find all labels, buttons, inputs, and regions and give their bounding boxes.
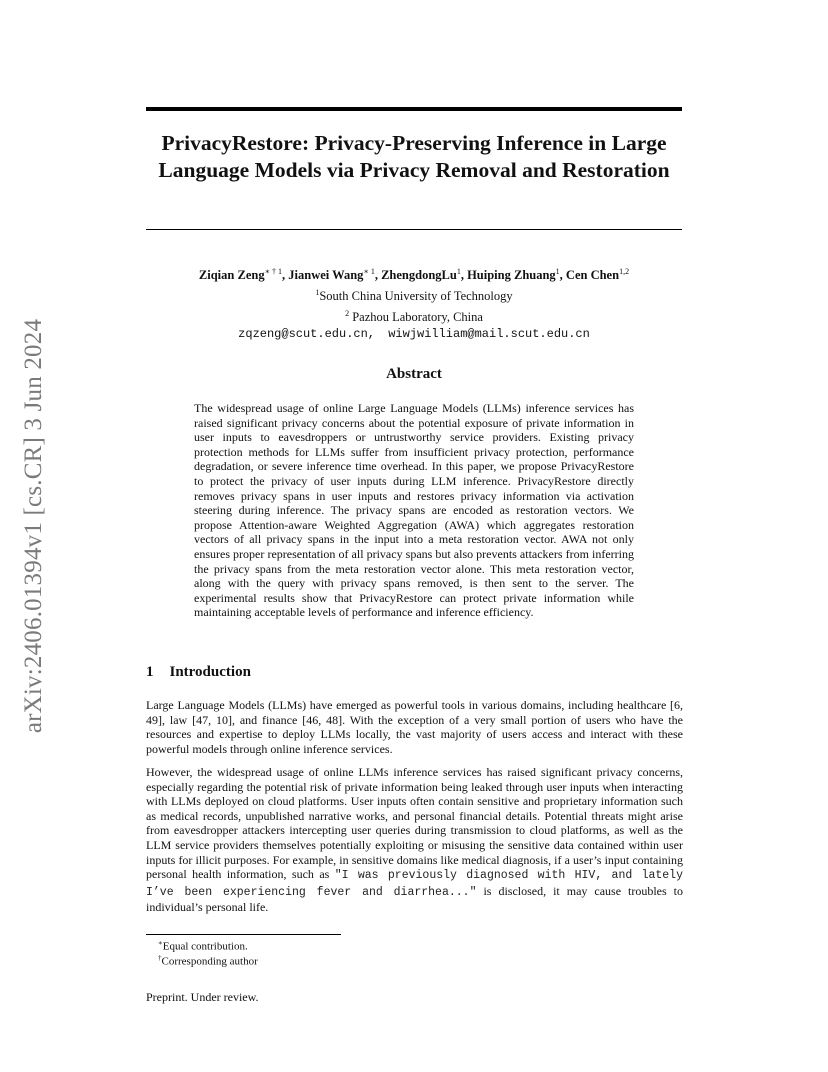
author-name: Huiping Zhuang	[467, 268, 556, 283]
intro-paragraph-1: Large Language Models (LLMs) have emerged as powerful tools in various domains, including healthcare [6, 49], law [47, 10], and finance [46, 48]. With the exception of a very small portion of users who have the resources and expertise to deploy LLMs locally, the vast majority of users access and interact with these powerful models through online inference services.	[146, 698, 683, 756]
title-rule-bottom	[146, 229, 682, 230]
arxiv-sidebar	[14, 0, 54, 1072]
preprint-notice: Preprint. Under review.	[146, 990, 259, 1004]
example-quote: "I was previously diagnosed with HIV, and lately I’ve been experiencing fever and diarrhea..."	[146, 869, 683, 899]
author-marks: 1	[456, 267, 461, 276]
author-name: Ziqian Zeng	[198, 268, 265, 283]
author-marks: ∗ 1	[363, 267, 375, 276]
author-marks: ∗ † 1	[264, 267, 283, 276]
affiliation-1: $^1$South China University of Technology	[315, 288, 513, 304]
author-name: ZhengdongLu	[381, 268, 457, 283]
footnote-rule	[146, 934, 341, 935]
section-number: 1	[146, 664, 154, 680]
author-block	[146, 263, 682, 343]
arxiv-identifier: arXiv:2406.01394v1 [cs.CR] 3 Jun 2024	[20, 318, 47, 734]
intro-paragraph-2: However, the widespread usage of online LLMs inference services has raised significant privacy concerns, especially regarding the potential risk of private information being leaked through user inputs when interacting with LLMs deployed on cloud platforms. User inputs often contain sensitive and proprietary information such as medical records, unpublished narrative works, and personal financial details. Potential threats might arise from eavesdropper attackers intercepting user queries during transmission to cloud platforms, as well as the LLM service providers themselves potentially exploiting or misusing the sensitive data contained within user inputs for illicit purposes. For example, in sensitive domains like medical diagnosis, if a user’s input containing personal health information, such as "I was previously diagnosed with HIV, and lately I’ve been experiencing fever and diarrhea..." is disclosed, it may cause troubles to individual’s personal life.	[146, 765, 683, 915]
section-title: Introduction	[169, 664, 251, 680]
author-marks: 1	[555, 267, 560, 276]
affiliation-2: $^2$ Pazhou Laboratory, China	[345, 309, 483, 325]
author-name: Cen Chen	[565, 268, 620, 283]
abstract-heading: Abstract	[386, 366, 442, 382]
author-emails: zqzeng@scut.edu.cn, wiwjwilliam@mail.scut.edu.cn	[238, 327, 590, 342]
footnote-corresponding-author: †Corresponding author	[158, 954, 258, 968]
title-rule-top	[146, 107, 682, 111]
section-heading-introduction	[146, 664, 251, 681]
author-list: Ziqian Zeng$^{∗ \dagger 1}$, Jianwei Wang$^{∗ 1}$, ZhengdongLu$^1$, Huiping Zhuang$^1$, Cen Chen$^{1,2}$	[198, 267, 630, 283]
paper-title: PrivacyRestore: Privacy-Preserving Inference in Large Language Models via Privacy Removal and Restoration	[158, 131, 670, 182]
abstract-body: The widespread usage of online Large Language Models (LLMs) inference services has raised significant privacy concerns about the potential exposure of private information in user inputs to eavesdroppers or untrustworthy service providers. Existing privacy protection methods for LLMs suffer from insufficient privacy protection, performance degradation, or severe inference time overhead. In this paper, we propose PrivacyRestore to protect the privacy of user inputs during LLM inference. PrivacyRestore directly removes privacy spans in user inputs and restores privacy information via activation steering during inference. The privacy spans are encoded as restoration vectors. We propose Attention-aware Weighted Aggregation (AWA) which aggregates restoration vectors of all privacy spans in the input into a meta restoration vector. AWA not only ensures proper representation of all privacy spans but also prevents attackers from inferring the privacy spans from the meta restoration vector alone. This meta restoration vector, along with the query with privacy spans removed, is then sent to the server. The experimental results show that PrivacyRestore can protect private information while maintaining acceptable levels of performance and inference efficiency.	[194, 401, 634, 620]
author-marks: 1,2	[619, 267, 630, 276]
footnote-equal-contribution: ∗Equal contribution.	[158, 939, 248, 953]
author-name: Jianwei Wang	[288, 268, 364, 283]
